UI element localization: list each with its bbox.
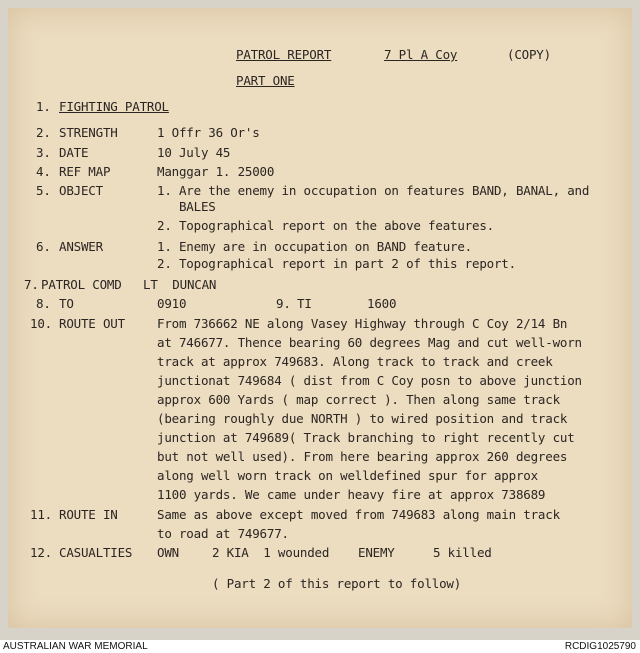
item-number: 1. — [36, 99, 51, 114]
item-number: 8. — [36, 296, 51, 311]
casualties-enemy-label: ENEMY — [358, 545, 395, 560]
item-number: 3. — [36, 145, 51, 160]
item-label: CASUALTIES — [59, 545, 133, 560]
item-value: 1600 — [367, 296, 397, 311]
item-label: TO — [59, 296, 74, 311]
item-label: ROUTE OUT — [59, 316, 125, 331]
archive-id: RCDIG1025790 — [564, 641, 636, 652]
item-line: junctionat 749684 ( dist from C Coy posn to above junction — [157, 373, 582, 388]
item-value: 10 July 45 — [157, 145, 231, 160]
item-label: TI — [297, 296, 312, 311]
item-label: DATE — [59, 145, 89, 160]
item-line: 1. Enemy are in occupation on BAND feature. — [157, 239, 473, 254]
item-line: 1100 yards. We came under heavy fire at approx 738689 — [157, 487, 546, 502]
item-label: PATROL COMD — [41, 277, 122, 292]
item-value: LT DUNCAN — [143, 277, 217, 292]
casualties-own-value: 2 KIA 1 wounded — [212, 545, 330, 560]
report-unit: 7 Pl A Coy — [384, 47, 458, 62]
item-line: 1. Are the enemy in occupation on features BAND, BANAL, and — [157, 183, 590, 198]
item-label: OBJECT — [59, 183, 103, 198]
item-line: 2. Topographical report in part 2 of this report. — [157, 256, 516, 271]
part-heading: PART ONE — [236, 73, 295, 88]
item-line: approx 600 Yards ( map correct ). Then along same track — [157, 392, 560, 407]
item-label: ANSWER — [59, 239, 103, 254]
item-line: junction at 749689( Track branching to right recently cut — [157, 430, 575, 445]
item-line: at 746677. Thence bearing 60 degrees Mag and cut well-worn — [157, 335, 582, 350]
casualties-enemy-value: 5 killed — [433, 545, 492, 560]
item-label: ROUTE IN — [59, 507, 118, 522]
closing-note: ( Part 2 of this report to follow) — [212, 576, 462, 591]
item-number: 4. — [36, 164, 51, 179]
item-line: (bearing roughly due NORTH ) to wired position and track — [157, 411, 568, 426]
item-number: 5. — [36, 183, 51, 198]
item-line: 2. Topographical report on the above features. — [157, 218, 494, 233]
casualties-own-label: OWN — [157, 545, 179, 560]
item-value: Manggar 1. 25000 — [157, 164, 275, 179]
item-value: 1 Offr 36 Or's — [157, 125, 260, 140]
item-line: From 736662 NE along Vasey Highway through C Coy 2/14 Bn — [157, 316, 568, 331]
report-title: PATROL REPORT — [236, 47, 332, 62]
item-number: 7. — [24, 277, 39, 292]
item-label: STRENGTH — [59, 125, 118, 140]
item-label: REF MAP — [59, 164, 111, 179]
item-number: 6. — [36, 239, 51, 254]
item-line: along well worn track on welldefined spur for approx — [157, 468, 538, 483]
copy-marker: (COPY) — [507, 47, 551, 62]
item-line: but not well used). From here bearing approx 260 degrees — [157, 449, 568, 464]
archive-name: AUSTRALIAN WAR MEMORIAL — [3, 641, 148, 652]
item-line: track at approx 749683. Along track to track and creek — [157, 354, 553, 369]
item-line: to road at 749677. — [157, 526, 289, 541]
item-line: BALES — [157, 199, 216, 214]
archive-footer — [0, 640, 640, 653]
item-line: Same as above except moved from 749683 along main track — [157, 507, 560, 522]
item-value: 0910 — [157, 296, 187, 311]
item-number: 2. — [36, 125, 51, 140]
item-number: 11. — [30, 507, 52, 522]
item-label: FIGHTING PATROL — [59, 99, 169, 114]
item-number: 9. — [276, 296, 291, 311]
item-number: 12. — [30, 545, 52, 560]
item-number: 10. — [30, 316, 52, 331]
